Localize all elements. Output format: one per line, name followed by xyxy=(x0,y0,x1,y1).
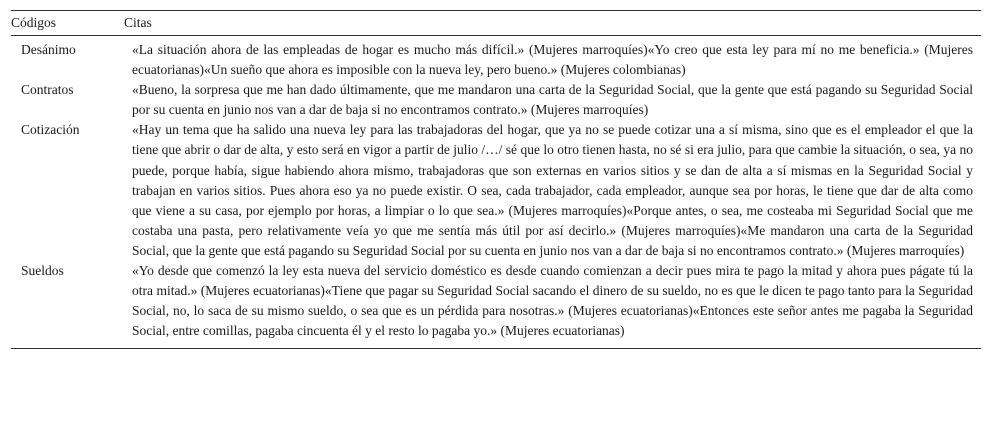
row-code: Desánimo xyxy=(21,42,76,57)
quotes-table xyxy=(11,10,981,349)
row-quote: «La situación ahora de las empleadas de hogar es mucho más difícil.» (Mujeres marroquíes)«Yo creo que esta ley para mí no me beneficia.» (Mujeres ecuatorianas)«Un sueño que ahora es imposible con la nueva ley, pero bueno.» (Mujeres colombianas) xyxy=(132,42,973,78)
row-quote: «Yo desde que comenzó la ley esta nueva del servicio doméstico es desde cuando comienzan a decir pues mira te pago la mitad y ahora pues págate tú la otra mitad.» (Mujeres ecuatorianas)«Tiene que pagar su Seguridad Social sacando el dinero de su sueldo, no es que le dicen te pago tanto para la Seguridad Social, no, lo saca de su mismo sueldo, o sea que es un pérdida para nosotras.» (Mujeres ecuatorianas)«Entonces este señor antes me pagaba la Seguridad Social, entre comillas, pagaba cincuenta él y el resto lo pagaba yo.» (Mujeres ecuatorianas) xyxy=(132,263,973,339)
row-quote: «Hay un tema que ha salido una nueva ley para las trabajadoras del hogar, que ya no se puede cotizar una a sí misma, sino que es el empleador el que la tiene que abrir o dar de alta, y esto será en vigor a partir de julio /…/ sé que lo otro tienen hasta, no sé si era julio, para que cambie la situación, o sea, ya no puede, porque había, sigue habiendo ahora mismo, trabajadoras que son externas en varios sitios y se dan de alta a sí mismas en la Seguridad Social y trabajan en varios sitios. Pues ahora eso ya no puede existir. O sea, cada trabajador, cada empleador, aunque sea por horas, le tiene que dar de alta como que viene a su casa, por ejemplo por horas, a limpiar o lo que sea.» (Mujeres marroquíes)«Porque antes, o sea, me costeaba mi Seguridad Social que me costaba una pasta, pero relativamente veía yo que me sentía más útil por así decirlo.» (Mujeres marroquíes)«Me mandaron una carta de la Seguridad Social, que la gente que está pagando su Seguridad Social por su cuenta en junio nos van a dar de baja si no encontramos contrato.» (Mujeres marroquíes) xyxy=(132,122,973,258)
header-quotes: Citas xyxy=(124,15,152,30)
table-row xyxy=(11,261,981,341)
row-code: Sueldos xyxy=(21,263,64,279)
table-row xyxy=(11,120,981,261)
header-codes: Códigos xyxy=(11,15,57,30)
bottom-rule xyxy=(11,348,981,349)
table-row xyxy=(11,40,981,80)
table-header-row xyxy=(11,11,981,35)
row-quote: «Bueno, la sorpresa que me han dado últimamente, que me mandaron una carta de la Seguridad Social, que la gente que está pagando su Seguridad Social por su cuenta en junio nos van a dar de baja si no encontramos contrato.» (Mujeres marroquíes) xyxy=(132,82,973,118)
row-code: Cotización xyxy=(21,122,80,138)
table-body xyxy=(11,36,981,348)
row-code: Contratos xyxy=(21,82,74,98)
table-row xyxy=(11,80,981,120)
